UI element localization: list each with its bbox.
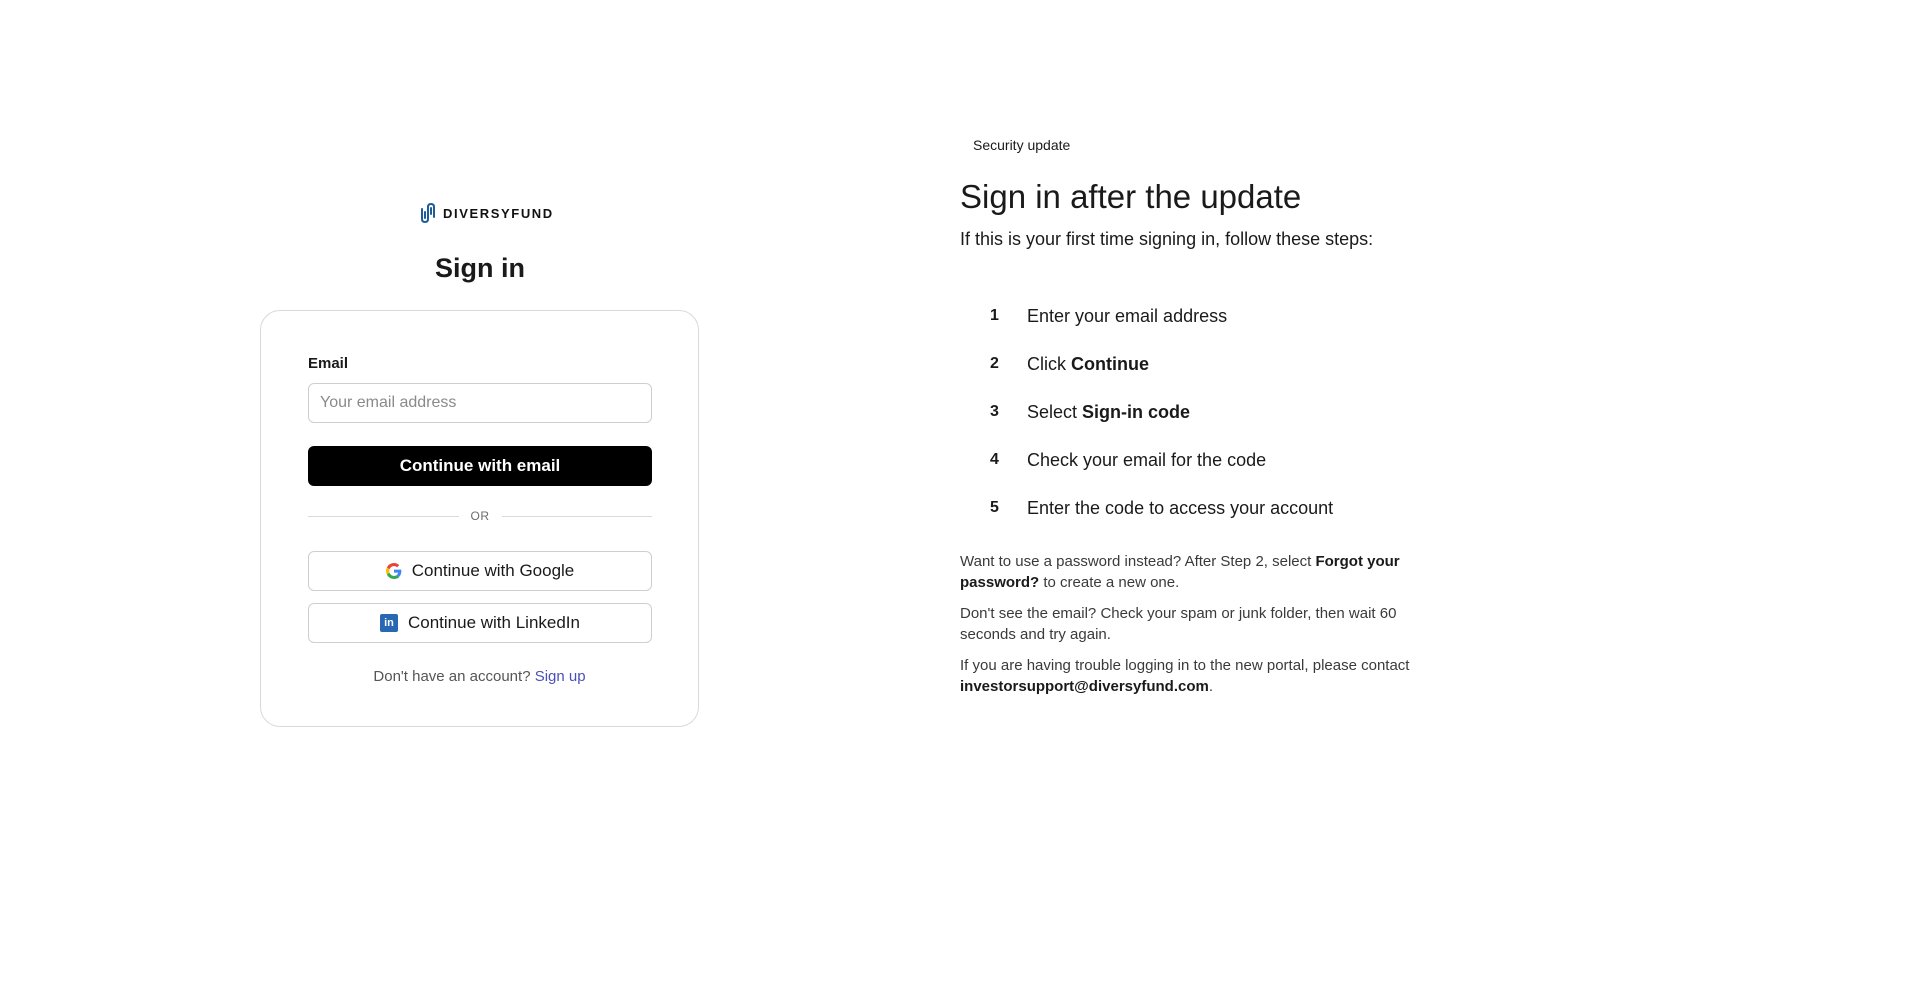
password-note-post: to create a new one. <box>1039 574 1180 591</box>
steps-list <box>990 292 1333 532</box>
support-note <box>960 655 1420 697</box>
password-note <box>960 551 1420 593</box>
step-text: Enter your email address <box>1027 305 1228 326</box>
step-number: 3 <box>990 403 999 420</box>
signup-row <box>261 668 698 685</box>
step-item <box>990 292 1333 340</box>
password-note-pre: Want to use a password instead? After Step 2, select <box>960 553 1316 570</box>
divider-line-left <box>308 516 459 517</box>
step-text-bold: Sign-in code <box>1082 401 1191 422</box>
no-account-text: Don't have an account? <box>373 668 531 685</box>
support-note-post: . <box>1208 678 1214 695</box>
step-number: 1 <box>990 307 999 324</box>
email-input[interactable] <box>308 383 652 423</box>
step-item <box>990 484 1333 532</box>
google-icon <box>386 563 402 579</box>
google-button-label: Continue with Google <box>411 561 575 580</box>
update-title: Sign in after the update <box>960 178 1302 215</box>
step-number: 4 <box>990 451 999 468</box>
brand-logo <box>419 201 554 225</box>
linkedin-icon: in <box>380 614 398 632</box>
email-label: Email <box>308 355 349 372</box>
step-text: Check your email for the code <box>1027 449 1267 470</box>
signin-title: Sign in <box>435 253 525 283</box>
step-text-pre: Click <box>1027 353 1071 374</box>
spam-note: Don't see the email? Check your spam or junk folder, then wait 60 seconds and try again. <box>960 605 1397 643</box>
diversyfund-logo-icon <box>419 202 437 224</box>
continue-with-linkedin-button[interactable] <box>308 603 652 643</box>
or-label: OR <box>470 509 490 523</box>
step-item <box>990 340 1333 388</box>
step-text-bold: Continue <box>1071 353 1149 374</box>
forgot-password-text: Forgot your password? <box>960 553 1400 591</box>
signin-card <box>260 310 699 727</box>
support-note-pre: If you are having trouble logging in to the new portal, please contact <box>960 657 1410 674</box>
security-update-badge: Security update <box>973 137 1071 153</box>
step-text: Enter the code to access your account <box>1027 497 1334 518</box>
linkedin-button-label: Continue with LinkedIn <box>407 613 580 632</box>
divider-line-right <box>502 516 653 517</box>
update-intro: If this is your first time signing in, follow these steps: <box>960 229 1374 249</box>
step-item <box>990 388 1333 436</box>
step-text <box>1027 354 1149 375</box>
step-number: 5 <box>990 499 999 516</box>
step-text-pre: Select <box>1027 401 1083 422</box>
step-text <box>1027 402 1190 423</box>
support-email: investorsupport@diversyfund.com <box>960 678 1209 695</box>
brand-name: DIVERSYFUND <box>443 205 554 221</box>
continue-with-email-button[interactable]: Continue with email <box>308 446 652 486</box>
step-number: 2 <box>990 355 999 372</box>
or-divider <box>308 509 652 523</box>
notes <box>960 551 1420 707</box>
continue-with-google-button[interactable] <box>308 551 652 591</box>
step-item <box>990 436 1333 484</box>
sign-up-link[interactable]: Sign up <box>534 668 586 685</box>
